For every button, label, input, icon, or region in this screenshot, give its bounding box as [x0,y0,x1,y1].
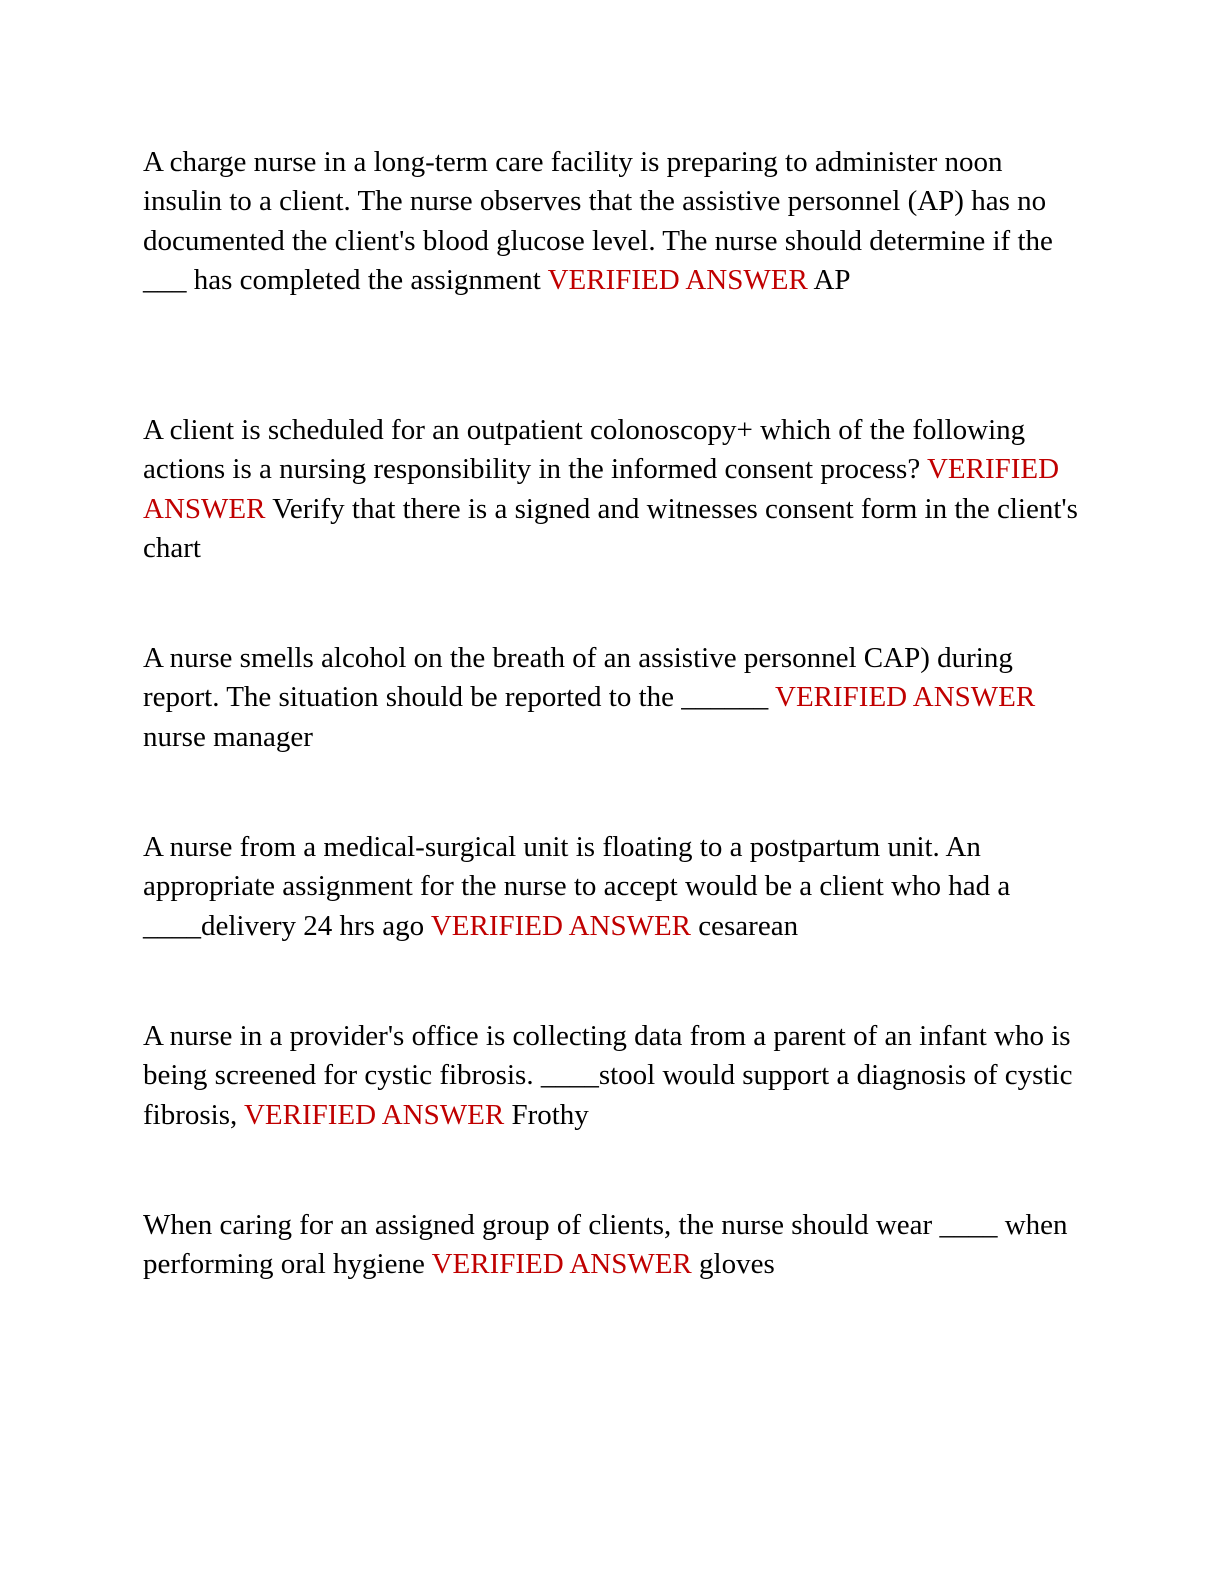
verified-answer-label: VERIFIED ANSWER [243,1098,505,1131]
question-text: When caring for an assigned group of clients, the nurse should wear ____ when performing oral hygiene [143,1209,1068,1281]
qa-item-5 [143,1017,1083,1135]
answer-text: nurse manager [143,720,313,753]
answer-text: gloves [699,1248,775,1281]
qa-item-4 [143,828,1083,946]
question-text: A charge nurse in a long-term care facility is preparing to administer noon insulin to a client. The nurse observes that the assistive personnel (AP) has no documented the client's blood glucose level. The nurse should determine if the ___ has completed the assignment [143,146,1053,296]
question-text: A client is scheduled for an outpatient colonoscopy+ which of the following actions is a nursing responsibility in the informed consent process? [143,414,1026,486]
answer-text: Verify that there is a signed and witnesses consent form in the client's chart [143,492,1078,564]
qa-item-1 [143,143,1083,300]
question-text: A nurse from a medical-surgical unit is floating to a postpartum unit. An appropriate assignment for the nurse to accept would be a client who had a ____delivery 24 hrs ago [143,831,1011,942]
qa-item-2 [143,411,1083,568]
answer-text: Frothy [511,1098,589,1131]
verified-answer-label: VERIFIED ANSWER [431,1248,692,1281]
qa-item-6 [143,1206,1083,1285]
question-text: A nurse in a provider's office is collecting data from a parent of an infant who is being screened for cystic fibrosis. ____stool would support a diagnosis of cystic fibrosis, [143,1020,1073,1131]
verified-answer-label: VERIFIED ANSWER [775,681,1036,714]
question-text: A nurse smells alcohol on the breath of an assistive personnel CAP) during report. The situation should be reported to the ______ [143,642,1013,714]
verified-answer-label: VERIFIED ANSWER [430,909,692,942]
verified-answer-label: VERIFIED ANSWER [143,453,1060,525]
answer-text: AP [813,263,851,296]
answer-text: cesarean [698,909,799,942]
qa-item-3 [143,639,1083,757]
verified-answer-label: VERIFIED ANSWER [547,263,808,296]
